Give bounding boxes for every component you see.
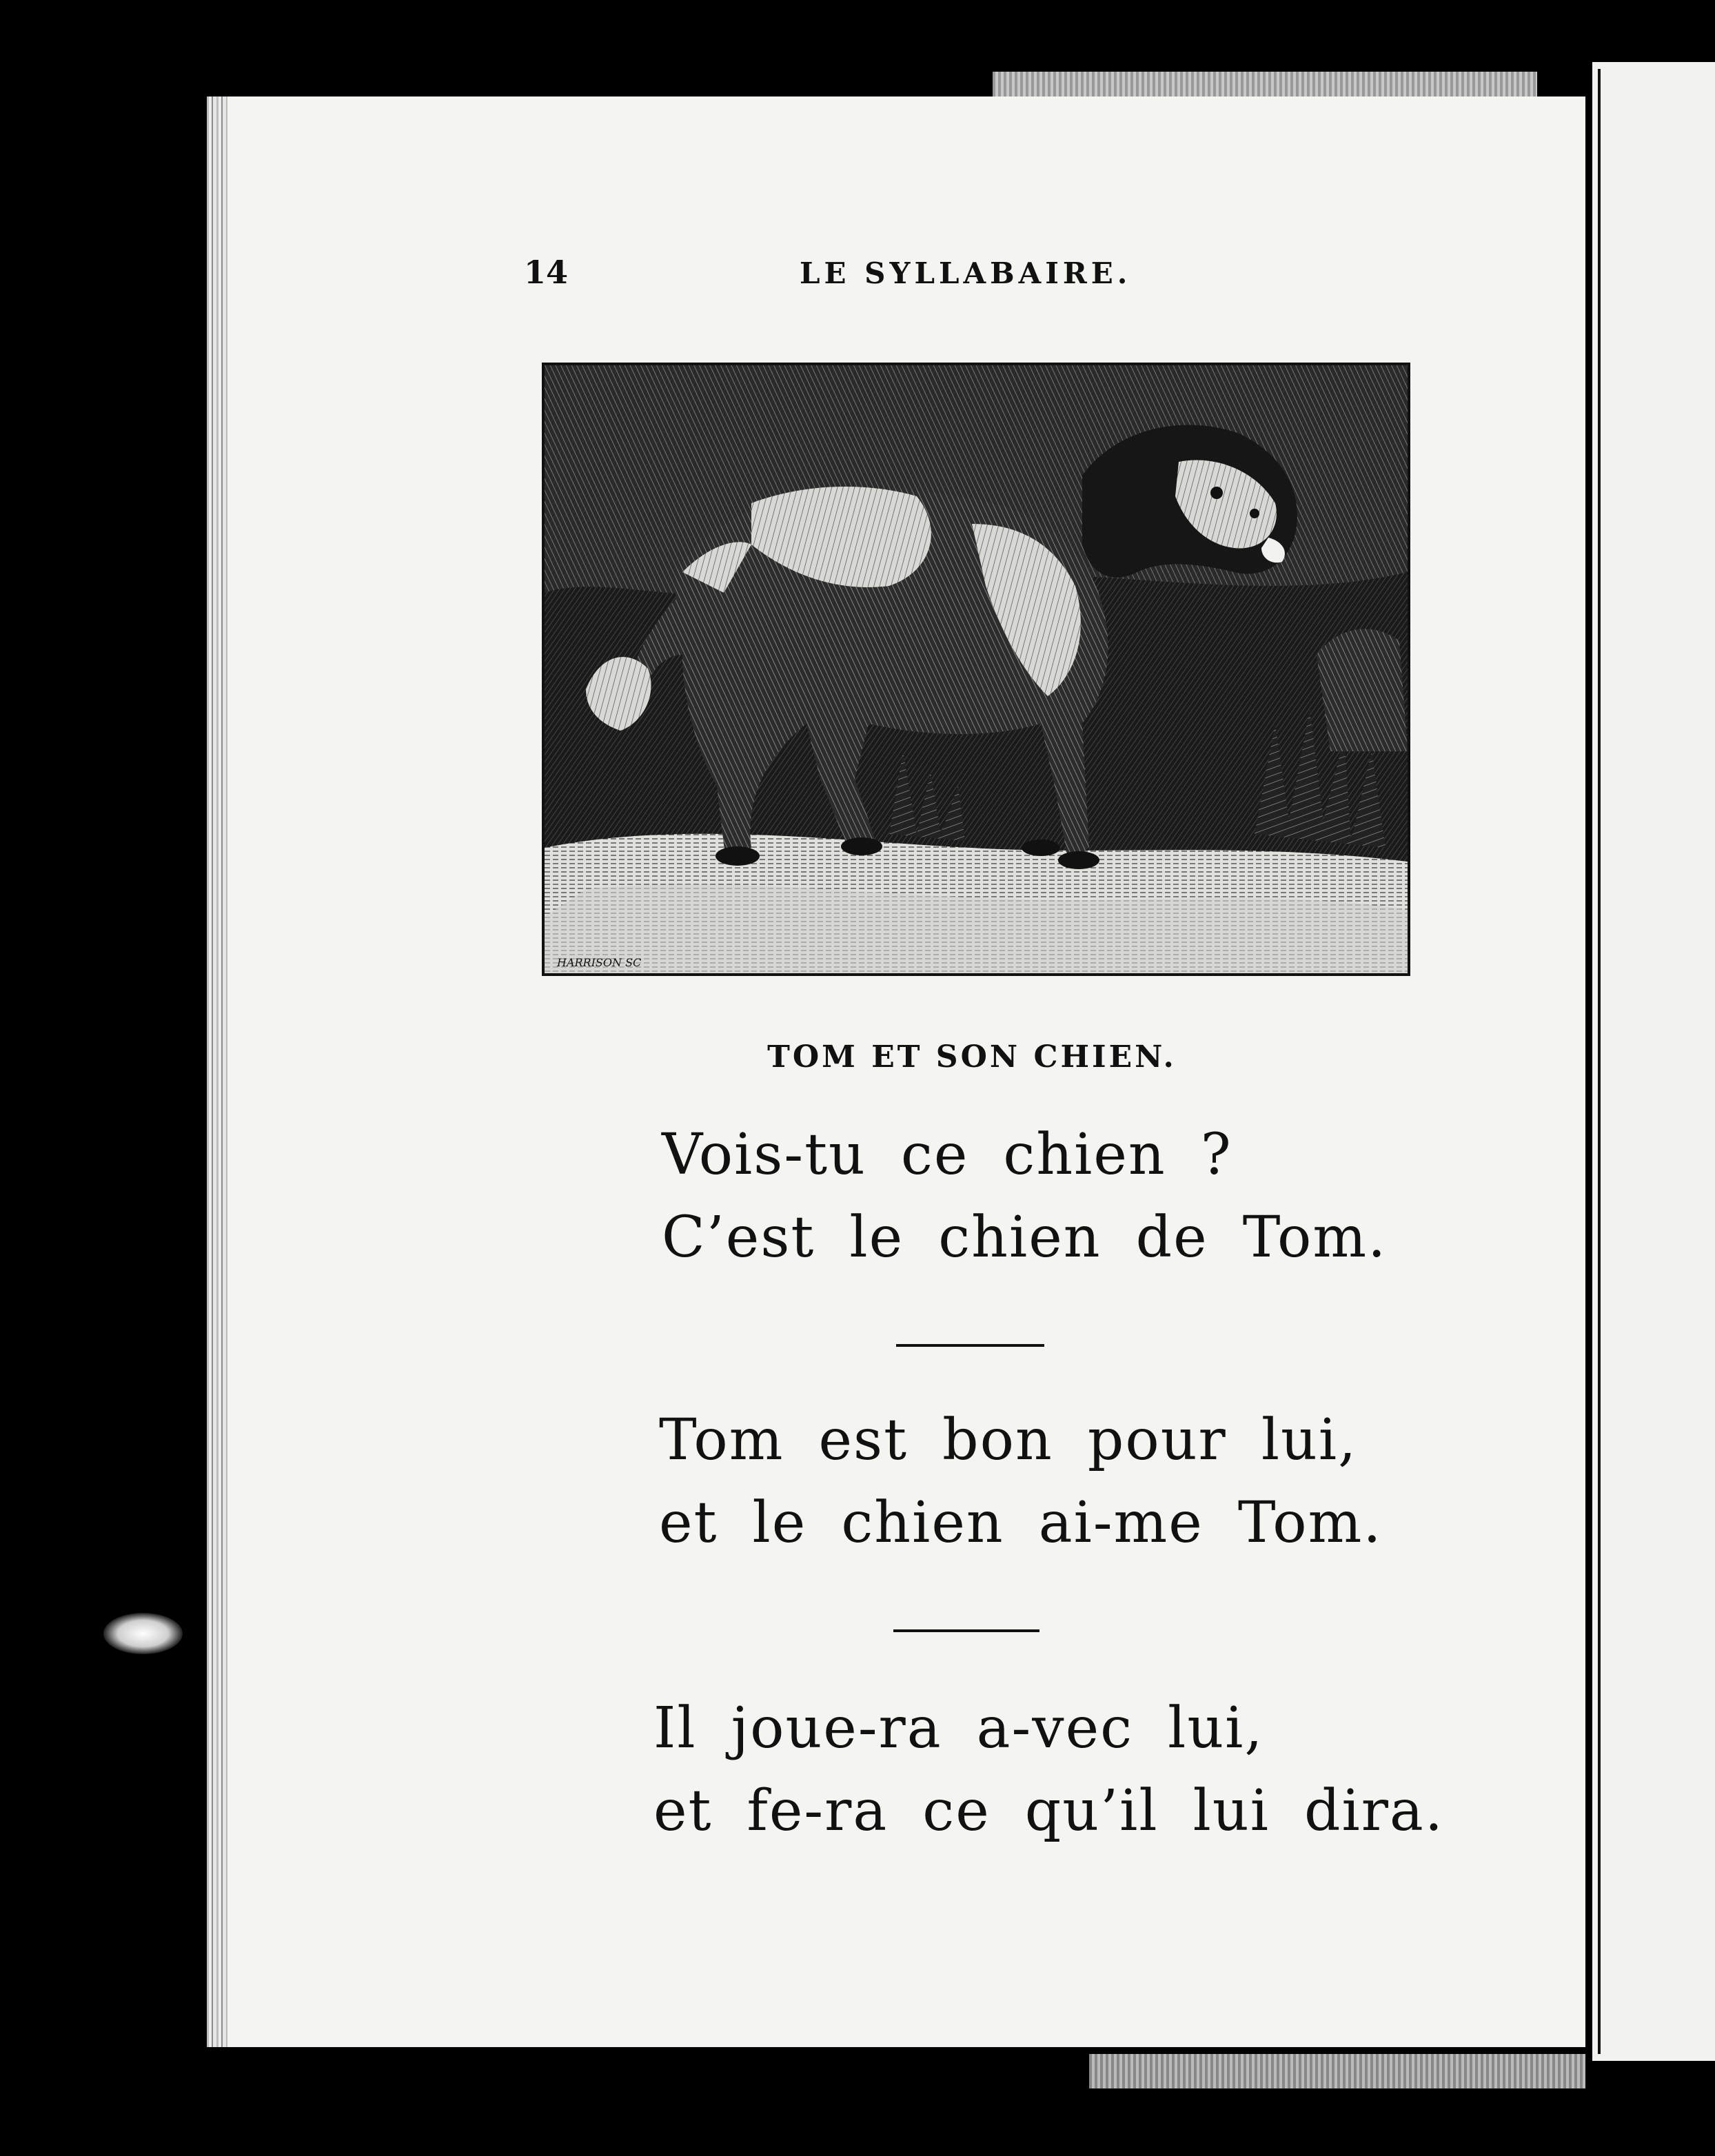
page-gutter bbox=[1598, 69, 1601, 2054]
page-number: 14 bbox=[524, 254, 569, 291]
stanza-3 bbox=[653, 1687, 1444, 1853]
binding-strip-top bbox=[993, 72, 1537, 96]
verse-line: Il joue-ra a-vec lui, bbox=[653, 1696, 1264, 1761]
verse-line: Vois-tu ce chien ? bbox=[662, 1122, 1232, 1188]
binding-strip-bottom bbox=[1089, 2054, 1585, 2088]
adjacent-page bbox=[1592, 62, 1715, 2061]
page-stack-edge bbox=[207, 96, 227, 2047]
engraver-signature: HARRISON SC bbox=[557, 956, 642, 969]
verse-line: et fe-ra ce qu’il lui dira. bbox=[653, 1778, 1444, 1844]
dog-engraving-icon bbox=[542, 363, 1410, 976]
section-divider bbox=[896, 1344, 1044, 1347]
book-title: LE SYLLABAIRE. bbox=[800, 256, 1132, 290]
verse-line: Tom est bon pour lui, bbox=[659, 1407, 1358, 1473]
running-head bbox=[524, 254, 1420, 302]
section-divider bbox=[893, 1629, 1039, 1632]
stanza-1 bbox=[662, 1114, 1387, 1279]
scan-smudge bbox=[103, 1613, 183, 1654]
verse-line: et le chien ai-me Tom. bbox=[659, 1490, 1383, 1556]
stanza-2 bbox=[659, 1399, 1382, 1565]
illustration-caption: TOM ET SON CHIEN. bbox=[767, 1039, 1177, 1075]
verse-line: C’est le chien de Tom. bbox=[662, 1205, 1388, 1270]
